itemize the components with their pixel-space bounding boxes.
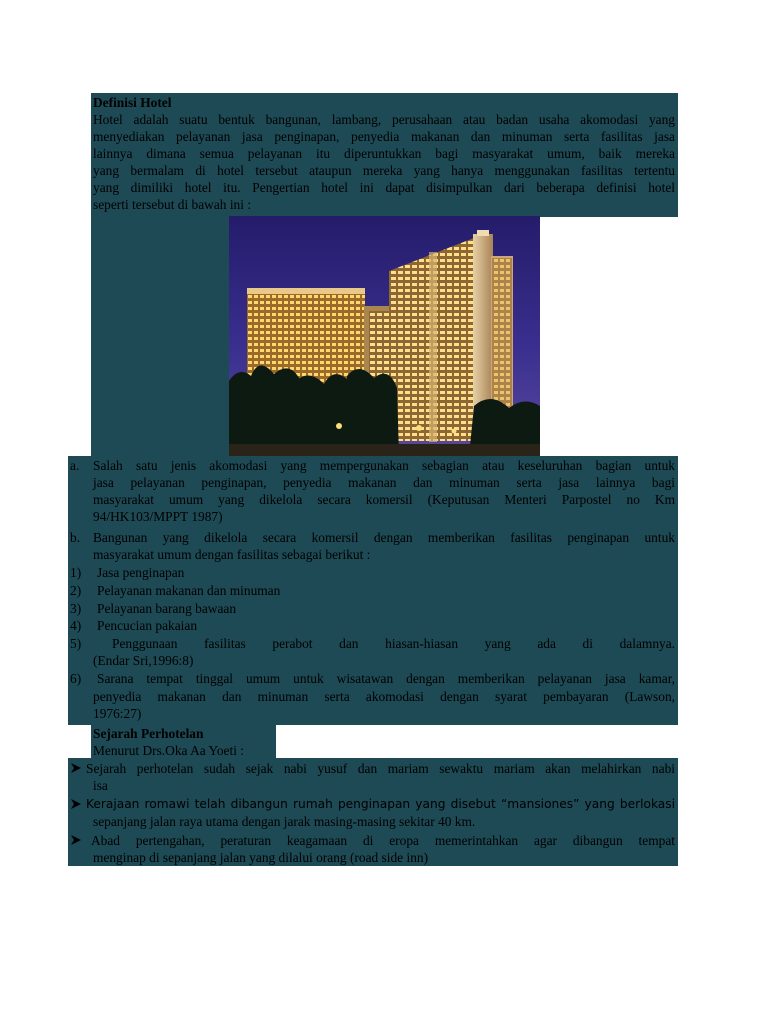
paragraph-line: lainnya dimana semua pelayanan itu diperuntukkan bagi masyarakat umum, baik mereka	[93, 146, 675, 161]
arrow-bullet-icon	[70, 762, 82, 774]
bullet-line: Kerajaan romawi telah dibangun rumah penginapan yang disebut “mansiones” yang berlokasi	[86, 797, 675, 811]
list-marker-b: b.	[70, 530, 81, 545]
list-line: 94/HK103/MPPT 1987)	[93, 509, 223, 524]
list-line: Bangunan yang dikelola secara komersil dengan memberikan fasilitas penginapan untuk	[93, 530, 675, 545]
numbered-item: 1976:27)	[93, 706, 142, 721]
photo-left-background	[91, 216, 229, 457]
numbered-marker: 1)	[70, 565, 82, 580]
paragraph-line: seperti tersebut di bawah ini :	[93, 197, 252, 212]
bullet-line: Sejarah perhotelan sudah sejak nabi yusuf dan mariam sewaktu mariam akan melahirkan nabi	[86, 761, 675, 776]
list-line: masyarakat umum dengan fasilitas sebagai berikut :	[93, 547, 371, 562]
numbered-item: penyedia makanan dan minuman serta akomodasi dengan syarat pembayaran (Lawson,	[93, 689, 675, 704]
numbered-marker: 6)	[70, 671, 82, 686]
numbered-item: Pencucian pakaian	[97, 618, 198, 633]
list-line: masyarakat umum yang dikelola secara komersil (Keputusan Menteri Parpostel no Km	[93, 492, 675, 507]
paragraph-line: yang bermalam di hotel tersebut ataupun mereka yang hanya menggunakan fasilitas tertentu	[93, 163, 675, 178]
numbered-marker: 5)	[70, 636, 82, 651]
section-title-definisi-hotel: Definisi Hotel	[93, 95, 172, 110]
paragraph-line: menyediakan pelayanan jasa penginapan, penyedia makanan dan minuman serta fasilitas jasa	[93, 129, 675, 144]
numbered-marker: 2)	[70, 583, 82, 598]
numbered-item: Pelayanan barang bawaan	[97, 601, 237, 616]
numbered-item: Jasa penginapan	[97, 565, 185, 580]
bullet-line: isa	[93, 778, 108, 793]
bullet-line: menginap di sepanjang jalan yang dilalui orang (road side inn)	[93, 850, 429, 865]
bullet-line: sepanjang jalan raya utama dengan jarak masing-masing sekitar 40 km.	[93, 814, 476, 829]
numbered-marker: 3)	[70, 601, 82, 616]
paragraph-line: yang dimiliki hotel itu. Pengertian hotel ini dapat disimpulkan dari beberapa definisi hotel	[93, 180, 675, 195]
numbered-item: (Endar Sri,1996:8)	[93, 653, 194, 668]
list-line: jasa pelayanan penginapan, penyedia makanan dan minuman serta jasa lainnya bagi	[93, 475, 675, 490]
list-marker-a: a.	[70, 458, 80, 473]
arrow-bullet-icon	[70, 834, 82, 846]
numbered-marker: 4)	[70, 618, 82, 633]
section-title-sejarah-perhotelan: Sejarah Perhotelan	[93, 726, 204, 741]
paragraph-line: Hotel adalah suatu bentuk bangunan, lambang, perusahaan atau badan usaha akomodasi yang	[93, 112, 675, 127]
numbered-item: Pelayanan makanan dan minuman	[97, 583, 281, 598]
numbered-item: Penggunaan fasilitas perabot dan hiasan-hiasan yang ada di dalamnya.	[112, 636, 675, 651]
list-line: Salah satu jenis akomodasi yang mempergunakan sebagian atau keseluruhan bagian untuk	[93, 458, 675, 473]
numbered-item: Sarana tempat tinggal umum untuk wisatawan dengan memberikan pelayanan jasa kamar,	[97, 671, 675, 686]
section2-intro: Menurut Drs.Oka Aa Yoeti :	[93, 743, 245, 758]
arrow-bullet-icon	[70, 798, 82, 810]
bullet-line: Abad pertengahan, peraturan keagamaan di eropa memerintahkan agar dibangun tempat	[91, 833, 675, 848]
hotel-building-photo	[229, 216, 540, 456]
